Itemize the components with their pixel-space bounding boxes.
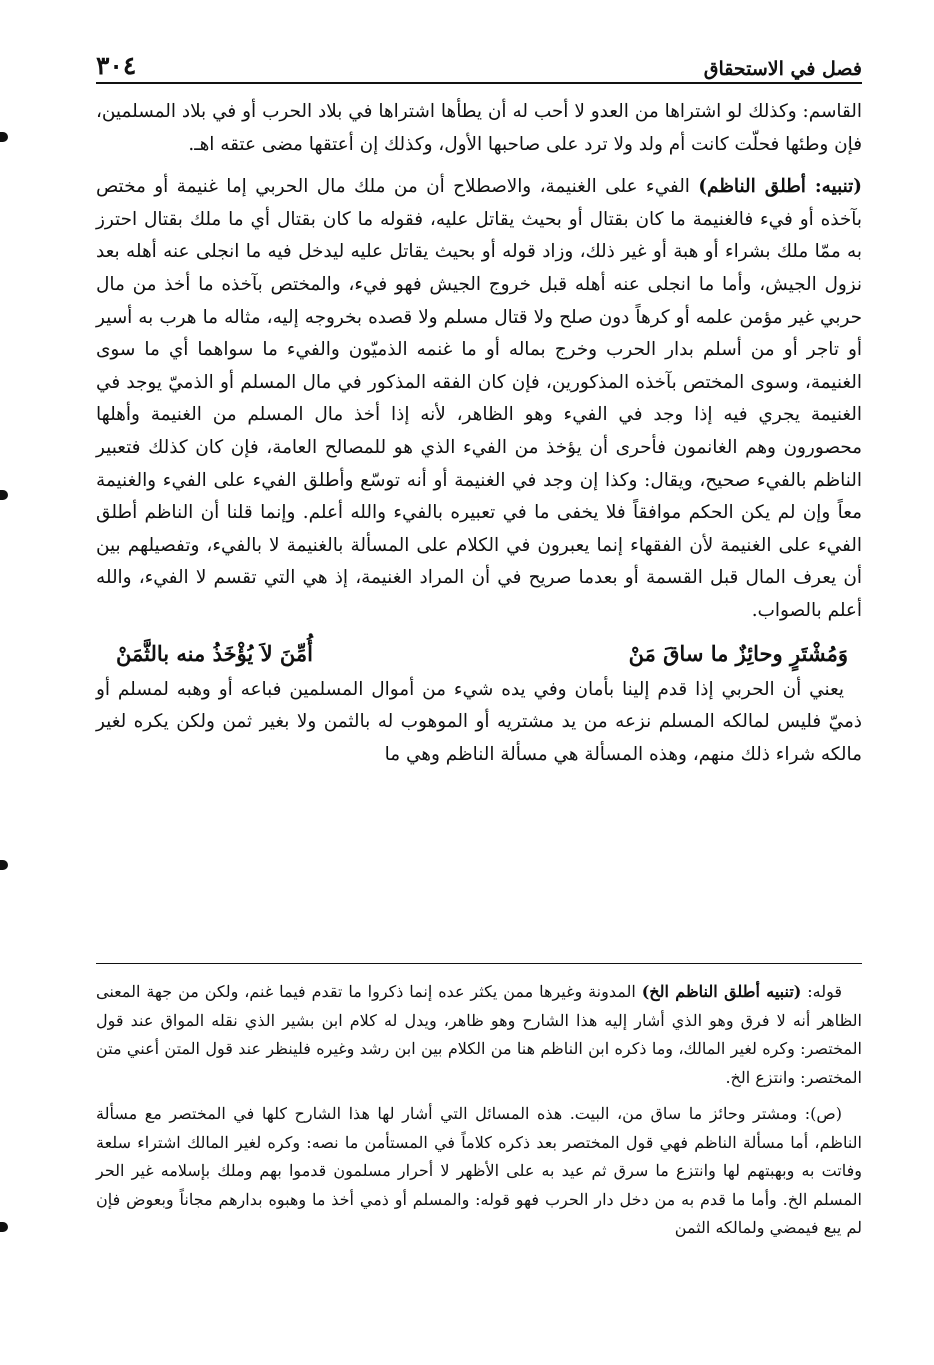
verse-line: [96, 634, 862, 674]
footnote-1: [96, 978, 862, 1092]
main-text: [96, 96, 862, 771]
verse-hemistich-2: أُمِّنَ لاَ يُؤْخَذُ منه بالثَّمَنْ: [116, 640, 313, 666]
tanbih-heading: (تنبيه: أطلق الناظم): [698, 176, 862, 198]
verse-hemistich-1: وَمُشْتَرٍ وحائِزٌ ما ساقَ مَنْ: [628, 640, 848, 666]
scan-margin-mark: [0, 490, 8, 500]
scan-margin-mark: [0, 132, 8, 142]
running-title: فصل في الاستحقاق: [703, 58, 862, 80]
scan-margin-mark: [0, 860, 8, 870]
page-number: ٣٠٤: [96, 51, 137, 80]
footnote-divider: [96, 963, 862, 964]
footnotes: [96, 978, 862, 1251]
footnote-1-heading: (تنبيه أطلق الناظم الخ): [641, 982, 802, 1001]
footnote-1-prefix: قوله:: [801, 982, 843, 1001]
scan-margin-mark: [0, 1222, 8, 1232]
footnote-1-text: المدونة وغيرها ممن يكثر عده إنما ذكروا ما تقدم فيما غنم، ولكن من جهة المعنى الظاهر أنه لا فرق وهو الذي أشار إليه هذا الشارح وهو ظاهر، ويدل له كلام ابن بشير الذي نقله المواق عند قول المختصر: وكره لغير المالك، وما ذكره ابن الناظم هنا من الكلام بين ابن رشد وغيره فلينظر عند قول المتن أعني متن المختصر: وانتزع الخ.: [96, 982, 862, 1087]
paragraph-2-text: الفيء على الغنيمة، والاصطلاح أن من ملك مال الحربي إما غنيمة أو مختص بآخذه أو فيء فالغنيمة ما كان بقتال أو بحيث يقاتل عليه، فقوله ما كان بقتال أي ما ملك بقتال احترز به ممّا ملك بشراء أو هبة أو غير ذلك، وزاد قوله أو بحيث يقاتل عليه ليدخل فيه ما انجلى عنه أهله بعد نزول الجيش، وأما ما انجلى عنه أهله قبل خروج الجيش فهو فيء، والمختص بآخذه ما أخذ من مال حربي غير مؤمن علمه أو كرهاً دون صلح ولا قتال مسلم ولا قصده بخروجه إليه، مثاله ما هرب به أسير أو تاجر أو من أسلم بدار الحرب وخرج بماله أو ما غنمه الذميّون والفيء ما سواهما أي ما سوى الغنيمة، وسوى المختص بآخذه المذكورين، فإن كان الفقه المذكور في مال المسلم أو الذميّ يوجد في الغنيمة يجري فيه إذا وجد في الفيء وهو الظاهر، لأنه إذا أخذ مال المسلم من الغنيمة وأهلها محصورون وهم الغانمون فأحرى أن يؤخذ من الفيء الذي هو للمصالح العامة، فإن كان كذلك فتعبير الناظم بالفيء صحيح، ويقال: وكذا إن وجد في الغنيمة أو أنه توسّع وأطلق الفيء على الفيء والغنيمة معاً وإن لم يكن الحكم موافقاً فلا يخفى ما في تعبيره بالفيء والله أعلم. وإنما قلنا أن الناظم أطلق الفيء على الغنيمة لأن الفقهاء إنما يعبرون في الكلام على المسألة بالغنيمة لا بالفيء، وتفصيلهم بين أن يعرف المال قبل القسمة أو بعدما صريح في أن المراد الغنيمة، إذ هي التي تقسم لا الفيء، والله أعلم بالصواب.: [96, 176, 862, 621]
book-page: [96, 40, 862, 781]
footnote-2: (ص): ومشتر وحائز ما ساق من، البيت. هذه المسائل التي أشار لها هذا الشارح كلها في المختصر مع مسألة الناظم، أما مسألة الناظم فهي قول المختصر بعد ذكره كلاماً في المستأمن ما نصه: وكره لغير المالك اشتراء سلعة وفاتت به وبهبتهم لها وانتزع ما سرق ثم عيد به على الأظهر لا أحرار مسلمون قدموا بهم وملك بإسلامه غير الحر المسلم الخ. وأما ما قدم به من دخل دار الحرب فهو قوله: والمسلم أو ذمي أخذ ما وهبوه بدارهم مجاناً وبعوض فإن لم يبع فيمضي ولمالكه الثمن: [96, 1104, 862, 1237]
paragraph-1: القاسم: وكذلك لو اشتراها من العدو لا أحب له أن يطأها اشتراها في بلاد الحرب أو في بلاد المسلمين، فإن وطئها فحلّت كانت أم ولد ولا ترد على صاحبها الأول، وكذلك إن أعتقها مضى عتقه اهـ.: [96, 101, 862, 155]
page-header: [96, 40, 862, 84]
paragraph-2: [96, 171, 862, 627]
paragraph-3: يعني أن الحربي إذا قدم إلينا بأمان وفي يده شيء من أموال المسلمين فباعه أو وهبه لمسلم أو ذميّ فليس لمالكه المسلم نزعه من يد مشتريه أو الموهوب له بالثمن ولا بغير ثمن ولكن يكره لغير مالكه شراء ذلك منهم، وهذه المسألة هي مسألة الناظم وهي ما: [96, 678, 862, 765]
